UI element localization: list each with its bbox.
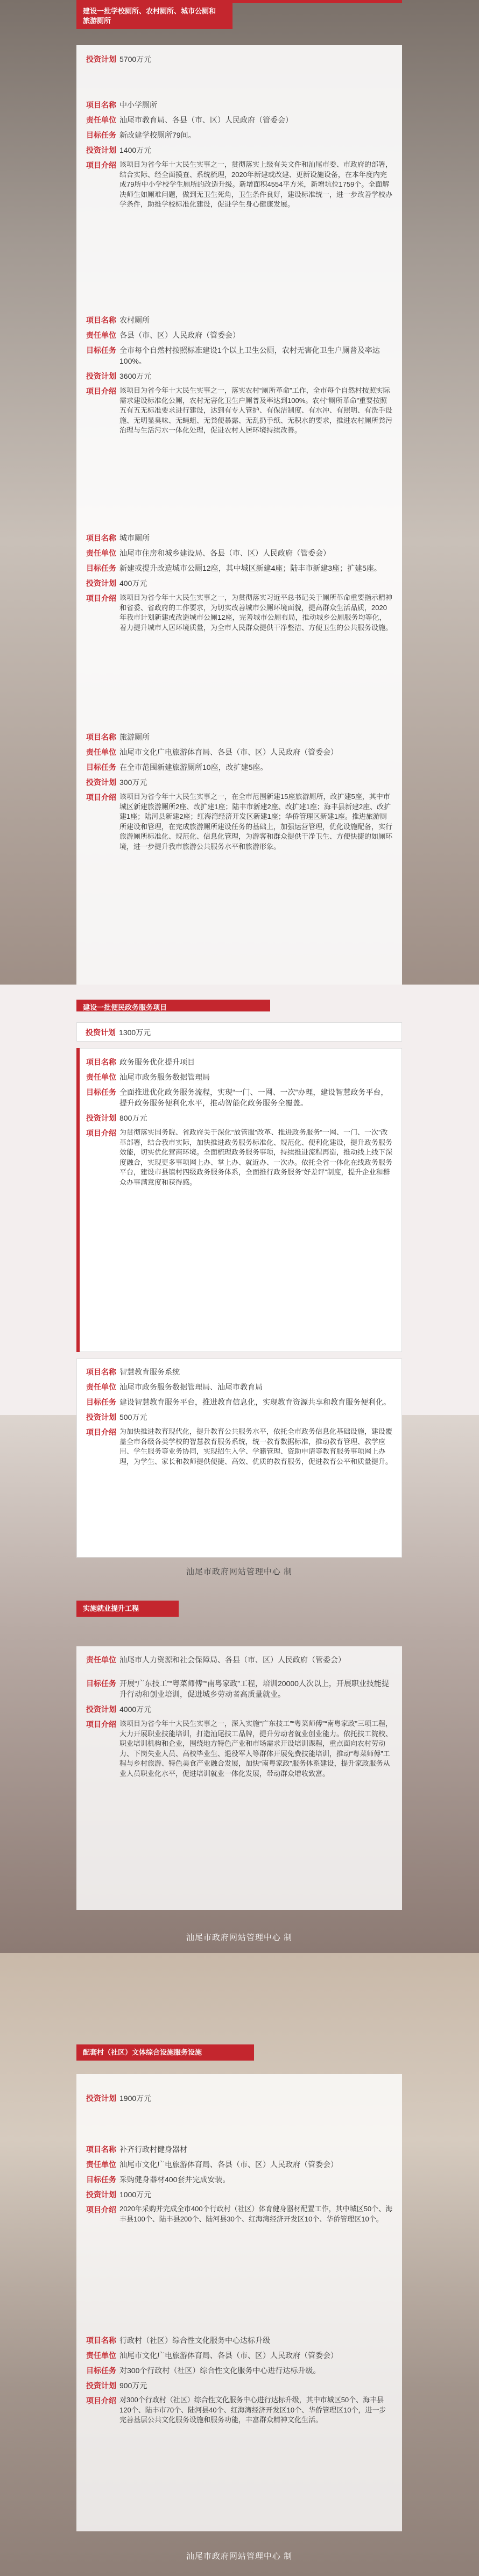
name-label: 项目名称 (86, 101, 116, 109)
invest-label: 投资计划 (86, 2094, 116, 2103)
intro-label: 项目介绍 (86, 1129, 116, 1137)
project-name: 农村厕所 (119, 316, 150, 324)
project-task: 新建或提升改造城市公厕12座，其中城区新建4座；陆丰市新建3座；扩建5座。 (119, 564, 382, 572)
invest-label: 投资计划 (86, 2381, 116, 2390)
project-task: 全面推进优化政务服务流程，实现“一门、一网、一次”办理，建设智慧政务平台，提升政务服务便利化水平，推动智能化政务服务全覆盖。 (119, 1088, 389, 1107)
section4-top-invest (86, 2093, 393, 2108)
invest-label: 投资计划 (86, 1413, 116, 1421)
project-invest: 800万元 (119, 1114, 147, 1122)
project-invest: 1400万元 (119, 146, 152, 154)
project-name: 旅游厕所 (119, 733, 150, 741)
project-name: 智慧教育服务系统 (119, 1368, 180, 1376)
task-label: 目标任务 (86, 1679, 116, 1688)
section1-banner-line1: 建设一批学校厕所、农村厕所、城市公厕和 (83, 7, 216, 15)
section1-project-4 (86, 732, 393, 856)
intro-label: 项目介绍 (86, 793, 116, 802)
project-intro: 为加快推进教育现代化，提升教育公共服务水平，依托全市政务信息化基础设施，建设覆盖全市各级各类学校的智慧教育服务系统，统一教育数据标准，推动教育管理、教学应用、学生服务等业务协同，实现招生入学、学籍管理、资助申请等教育服务事项网上办理，为学生、家长和教师提供便捷、高效、优质的教育服务，促进教育公平和质量提升。 (119, 1427, 393, 1466)
section2-card-accent (76, 1048, 80, 1352)
project-task: 采购健身器材400套并完成安装。 (119, 2175, 230, 2184)
task-label: 目标任务 (86, 2366, 116, 2375)
project-intro: 为贯彻落实国务院、省政府关于深化“放管服”改革、推进政务服务“一网、一门、一次”改革部署，结合我市实际，加快推进政务服务标准化、规范化、便利化建设，提升政务服务效能，切实优化营商环境。全面梳理政务服务事项，持续推进流程再造，推动线上线下深度融合，实现更多事项网上办、掌上办、就近办、一次办。依托全省一体化在线政务服务平台，建设市县镇村四级政务服务体系，全面推行政务服务“好差评”制度，提升企业和群众办事满意度和获得感。 (119, 1128, 393, 1186)
project-name: 行政村（社区）综合性文化服务中心达标升级 (119, 2336, 270, 2345)
section2-project-2 (86, 1367, 393, 1471)
invest-label: 投资计划 (86, 1028, 116, 1037)
project-name: 中小学厕所 (119, 101, 157, 109)
project-unit: 汕尾市文化广电旅游体育局、各县（市、区）人民政府（管委会） (119, 2351, 338, 2360)
unit-label: 责任单位 (86, 2160, 116, 2169)
project-task: 建设智慧教育服务平台，推进教育信息化，实现教育资源共享和教育服务便利化。 (119, 1398, 391, 1406)
section1-banner (76, 3, 233, 29)
section4-banner: 配套村（社区）文体综合设施服务设施 (76, 2044, 254, 2061)
section4-project-2 (86, 2335, 393, 2430)
invest-label: 投资计划 (86, 2190, 116, 2199)
intro-label: 项目介绍 (86, 1720, 116, 1729)
project-invest: 900万元 (119, 2381, 147, 2390)
invest-value: 1300万元 (119, 1028, 151, 1037)
section1-project-3 (86, 533, 393, 637)
section3-source-credit: 汕尾市政府网站管理中心 制 (186, 1933, 293, 1942)
section4-panel (76, 2074, 402, 2531)
project-intro: 该项目为省今年十大民生实事之一，深入实施“广东技工”“粤菜师傅”“南粤家政”三项工程，大力开展职业技能培训，打造汕尾技工品牌，提升劳动者就业创业能力。依托技工院校、职业培训机构和企业，围绕地方特色产业和市场需求开设培训课程，重点面向农村劳动力、下岗失业人员、高校毕业生、退役军人等群体开展免费技能培训，推动“粤菜师傅”工程与乡村旅游、特色美食产业融合发展，加快“南粤家政”服务体系建设，提升家政服务从业人员职业化水平，促进培训就业一体化发展，带动群众增收致富。 (119, 1719, 393, 1778)
intro-label: 项目介绍 (86, 1428, 116, 1436)
intro-label: 项目介绍 (86, 2205, 116, 2214)
project-unit: 汕尾市人力资源和社会保障局、各县（市、区）人民政府（管委会） (119, 1655, 346, 1664)
invest-label: 投资计划 (86, 146, 116, 154)
name-label: 项目名称 (86, 2336, 116, 2345)
task-label: 目标任务 (86, 346, 116, 355)
project-unit: 汕尾市文化广电旅游体育局、各县（市、区）人民政府（管委会） (119, 2160, 338, 2169)
project-task: 在全市范围新建旅游厕所10座，改扩建5座。 (119, 763, 268, 772)
name-label: 项目名称 (86, 534, 116, 542)
project-invest: 1000万元 (119, 2190, 152, 2199)
project-name: 政务服务优化提升项目 (119, 1058, 195, 1066)
section2-source-credit: 汕尾市政府网站管理中心 制 (186, 1567, 293, 1576)
section3-project (86, 1654, 393, 1783)
project-unit: 各县（市、区）人民政府（管委会） (119, 331, 240, 339)
invest-value: 1900万元 (119, 2094, 152, 2103)
name-label: 项目名称 (86, 1368, 116, 1376)
unit-label: 责任单位 (86, 2351, 116, 2360)
project-intro: 该项目为省今年十大民生实事之一，贯彻落实上级有关文件和汕尾市委、市政府的部署，结合实际、经全面摸查、系统梳理，2020年新建或改建、更新设施设备，在本年度内完成79所中小学校学生厕所的改造升级。新增面积4554平方米，新增坑位1759个。全面解决师生如厕难问题，做到无卫生死角，卫生条件良好，建设标准统一，进一步改善学校办学条件，助推学校标准化建设，促进学生身心健康发展。 (119, 160, 393, 208)
project-invest: 4000万元 (119, 1705, 152, 1714)
project-intro: 2020年采购并完成全市400个行政村（社区）体育健身器材配置工作，其中城区50个、海丰县100个、陆丰县200个、陆河县30个、红海湾经济开发区10个、华侨管理区10个。 (119, 2205, 393, 2223)
task-label: 目标任务 (86, 763, 116, 772)
task-label: 目标任务 (86, 2175, 116, 2184)
name-label: 项目名称 (86, 316, 116, 324)
project-task: 全市每个自然村按照标准建设1个以上卫生公厕，农村无害化卫生户厕普及率达100%。 (119, 346, 380, 365)
project-unit: 汕尾市文化广电旅游体育局、各县（市、区）人民政府（管委会） (119, 748, 338, 756)
project-task: 开展“广东技工”“粤菜师傅”“南粤家政”工程，培训20000人次以上，开展职业技能提升行动和创业培训，促进城乡劳动者高质量就业。 (119, 1679, 389, 1699)
project-task: 新改建学校厕所79间。 (119, 131, 196, 139)
unit-label: 责任单位 (86, 748, 116, 756)
invest-label: 投资计划 (86, 1114, 116, 1122)
project-name: 补齐行政村健身器材 (119, 2145, 187, 2154)
section2-banner: 建设一批便民政务服务项目 (83, 1003, 167, 1011)
unit-label: 责任单位 (86, 1383, 116, 1391)
section1-project-1 (86, 100, 393, 214)
project-intro: 对300个行政村（社区）综合性文化服务中心进行达标升级，其中市城区50个、海丰县120个、陆丰市70个、陆河县40个、红海湾经济开发区10个、华侨管理区10个，进一步完善基层公共文化服务设施和服务功能，丰富群众精神文化生活。 (119, 2396, 386, 2424)
section2-project-1 (86, 1057, 393, 1192)
unit-label: 责任单位 (86, 1073, 116, 1081)
name-label: 项目名称 (86, 733, 116, 741)
unit-label: 责任单位 (86, 549, 116, 557)
project-unit: 汕尾市教育局、各县（市、区）人民政府（管委会） (119, 116, 293, 124)
unit-label: 责任单位 (86, 1655, 116, 1664)
invest-label: 投资计划 (86, 1705, 116, 1714)
unit-label: 责任单位 (86, 331, 116, 339)
name-label: 项目名称 (86, 1058, 116, 1066)
task-label: 目标任务 (86, 131, 116, 139)
intro-label: 项目介绍 (86, 387, 116, 395)
project-intro: 该项目为省今年十大民生实事之一，落实农村“厕所革命”工作，全市每个自然村按照实际需求建设标准化公厕，农村无害化卫生户厕普及率达到100%。农村“厕所革命”重要按照五有五无标准要求进行建设，达到有专人管护、有保洁制度、有水冲、有照明、有洗手设施、无明显臭味、无蝇蛆、无粪便暴露、无乱扔手纸、无积水的要求，推进农村厕所粪污治理与生活污水一体化处理，促进农村人居环境持续改善。 (119, 386, 393, 434)
unit-label: 责任单位 (86, 116, 116, 124)
section1-project-2 (86, 315, 393, 440)
name-label: 项目名称 (86, 2145, 116, 2154)
invest-label: 投资计划 (86, 55, 116, 63)
intro-label: 项目介绍 (86, 161, 116, 169)
section4-source-credit: 汕尾市政府网站管理中心 制 (186, 2552, 293, 2561)
project-name: 城市厕所 (119, 534, 150, 542)
project-unit: 汕尾市政务服务数据管理局 (119, 1073, 210, 1081)
project-intro: 该项目为省今年十大民生实事之一，在全市范围新建15座旅游厕所，改扩建5座，其中市城区新建旅游厕所2座、改扩建1座；陆丰市新建2座、改扩建1座；海丰县新建2座、改扩建1座；陆河县新建2座；红海湾经济开发区新建1座；华侨管理区新建1座。推进旅游厕所建设和管理，在完成旅游厕所建设任务的基础上，加强运营管理，优化设施配备，实行旅游厕所标准化、规范化、信息化管理，为游客和群众提供干净卫生、方便快捷的如厕环境，进一步提升我市旅游公共服务水平和旅游形象。 (119, 792, 393, 851)
project-invest: 3600万元 (119, 372, 152, 380)
section2-invest-box (76, 1022, 402, 1042)
intro-label: 项目介绍 (86, 2396, 116, 2405)
task-label: 目标任务 (86, 1398, 116, 1406)
project-intro: 该项目为省今年十大民生实事之一，为贯彻落实习近平总书记关于厕所革命重要指示精神和省委、省政府的工作要求，为切实改善城市公厕环境面貌，提高群众生活品质，2020年我市计划新建或改造城市公厕12座，完善城市公厕布局，推动城乡公厕服务均等化，着力提升城市人居环境质量，为全市人民群众提供干净整洁、方便卫生的公共服务设施。 (119, 593, 393, 632)
invest-label: 投资计划 (86, 778, 116, 787)
project-unit: 汕尾市住房和城乡建设局、各县（市、区）人民政府（管委会） (119, 549, 330, 557)
project-invest: 500万元 (119, 1413, 147, 1421)
invest-value: 5700万元 (119, 55, 152, 63)
section3-banner: 实施就业提升工程 (76, 1601, 179, 1617)
intro-label: 项目介绍 (86, 594, 116, 603)
project-invest: 400万元 (119, 579, 147, 588)
task-label: 目标任务 (86, 1088, 116, 1096)
invest-label: 投资计划 (86, 579, 116, 588)
invest-label: 投资计划 (86, 372, 116, 380)
section4-project-1 (86, 2144, 393, 2228)
task-label: 目标任务 (86, 564, 116, 572)
project-invest: 300万元 (119, 778, 147, 787)
project-task: 对300个行政村（社区）综合性文化服务中心进行达标升级。 (119, 2366, 321, 2375)
section1-top-invest (86, 54, 393, 69)
section1-banner-line2: 旅游厕所 (83, 17, 111, 25)
project-unit: 汕尾市政务服务数据管理局、汕尾市教育局 (119, 1383, 263, 1391)
